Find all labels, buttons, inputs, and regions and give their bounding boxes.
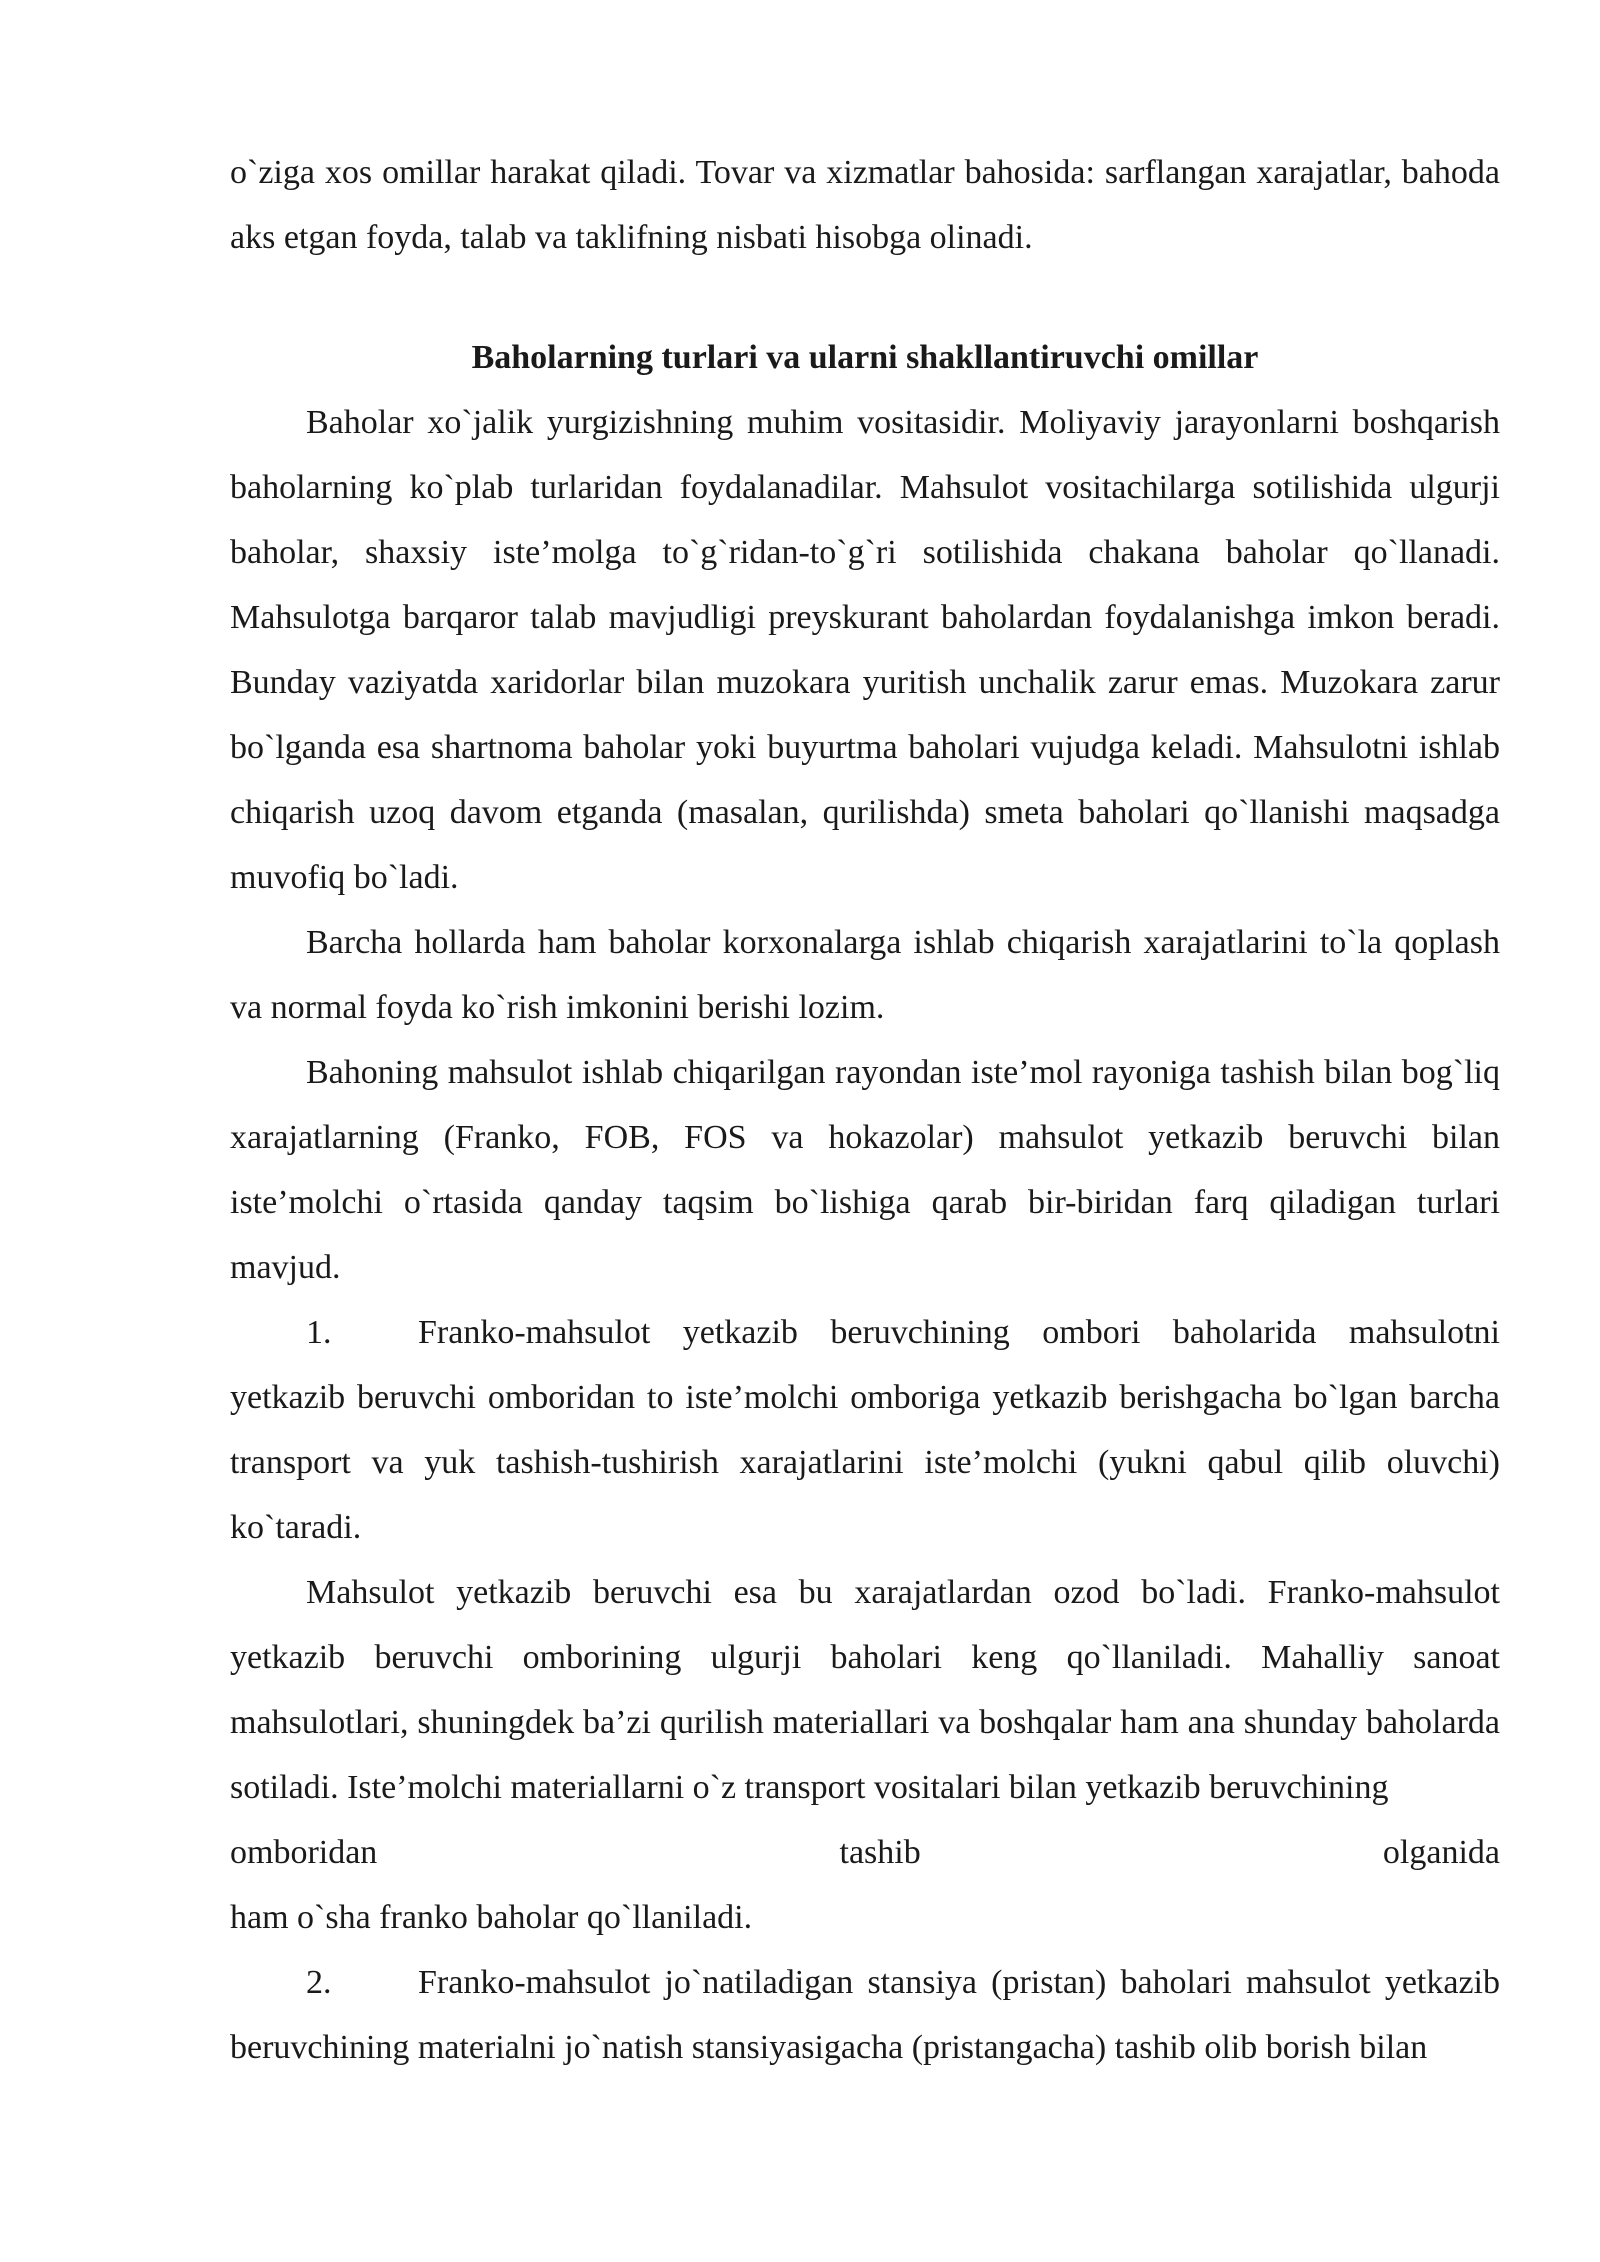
paragraph-price-types: Baholar xo`jalik yurgizishning muhim vositasidir. Moliyaviy jarayonlarni boshqarish baholarning ko`plab turlaridan foydalanadilar. Mahsulot vositachilarga sotilishida ulgurji baholar, shaxsiy iste’molga to`g`ridan-to`g`ri sotilishida chakana baholar qo`llanadi. Mahsulotga barqaror talab mavjudligi preyskurant baholardan foydalanishga imkon beradi. Bunday vaziyatda xaridorlar bilan muzokara yuritish unchalik zarur emas. Muzokara zarur bo`lganda esa shartnoma baholar yoki buyurtma baholari vujudga keladi. Mahsulotni ishlab chiqarish uzoq davom etganda (masalan, qurilishda) smeta baholari qo`llanishi maqsadga muvofiq bo`ladi. [230,404,1500,896]
list-item-1 [230,1300,1500,1560]
paragraph-franko-end: ham o`sha franko baholar qo`llaniladi. [230,1899,753,1936]
spread-word-1: omboridan [230,1834,378,1871]
list-item-1-text: Franko-mahsulot yetkazib beruvchining ombori baholarida mahsulotni yetkazib beruvchi omboridan to iste’molchi omboriga yetkazib berishgacha bo`lgan barcha transport va yuk tashish-tushirish xarajatlarini iste’molchi (yukni qabul qilib oluvchi) ko`taradi. [230,1314,1500,1546]
list-item-1-number: 1. [306,1314,332,1351]
spread-word-3: olganida [1382,1834,1500,1871]
list-item-2-number: 2. [306,1964,332,2001]
spread-word-2: tashib [839,1834,921,1871]
document-page [230,140,1500,2080]
paragraph-spread-line [230,1820,1500,1885]
list-item-2-text: Franko-mahsulot jo`natiladigan stansiya (pristan) baholari mahsulot yetkazib beruvchining materialni jo`natish stansiyasigacha (pristangacha) tashib olib borish bilan [230,1964,1500,2066]
paragraph-cost-coverage: Barcha hollarda ham baholar korxonalarga ishlab chiqarish xarajatlarini to`la qoplash va normal foyda ko`rish imkonini berishi lozim. [230,924,1500,1026]
paragraph-transport-costs: Bahoning mahsulot ishlab chiqarilgan rayondan iste’mol rayoniga tashish bilan bog`liq xarajatlarning (Franko, FOB, FOS va hokazolar) mahsulot yetkazib beruvchi bilan iste’molchi o`rtasida qanday taqsim bo`lishiga qarab bir-biridan farq qiladigan turlari mavjud. [230,1054,1500,1286]
paragraph-intro: o`ziga xos omillar harakat qiladi. Tovar va xizmatlar bahosida: sarflangan xarajatlar, bahoda aks etgan foyda, talab va taklifning nisbati hisobga olinadi. [230,154,1500,256]
paragraph-franko-warehouse: Mahsulot yetkazib beruvchi esa bu xarajatlardan ozod bo`ladi. Franko-mahsulot yetkazib beruvchi omborining ulgurji baholari keng qo`llaniladi. Mahalliy sanoat mahsulotlari, shuningdek ba’zi qurilish materiallari va boshqalar ham ana shunday baholarda sotiladi. Iste’molchi materiallarni o`z transport vositalari bilan yetkazib beruvchining [230,1574,1500,1806]
section-heading: Baholarning turlari va ularni shakllantiruvchi omillar [471,339,1259,376]
list-item-2 [230,1950,1500,2080]
